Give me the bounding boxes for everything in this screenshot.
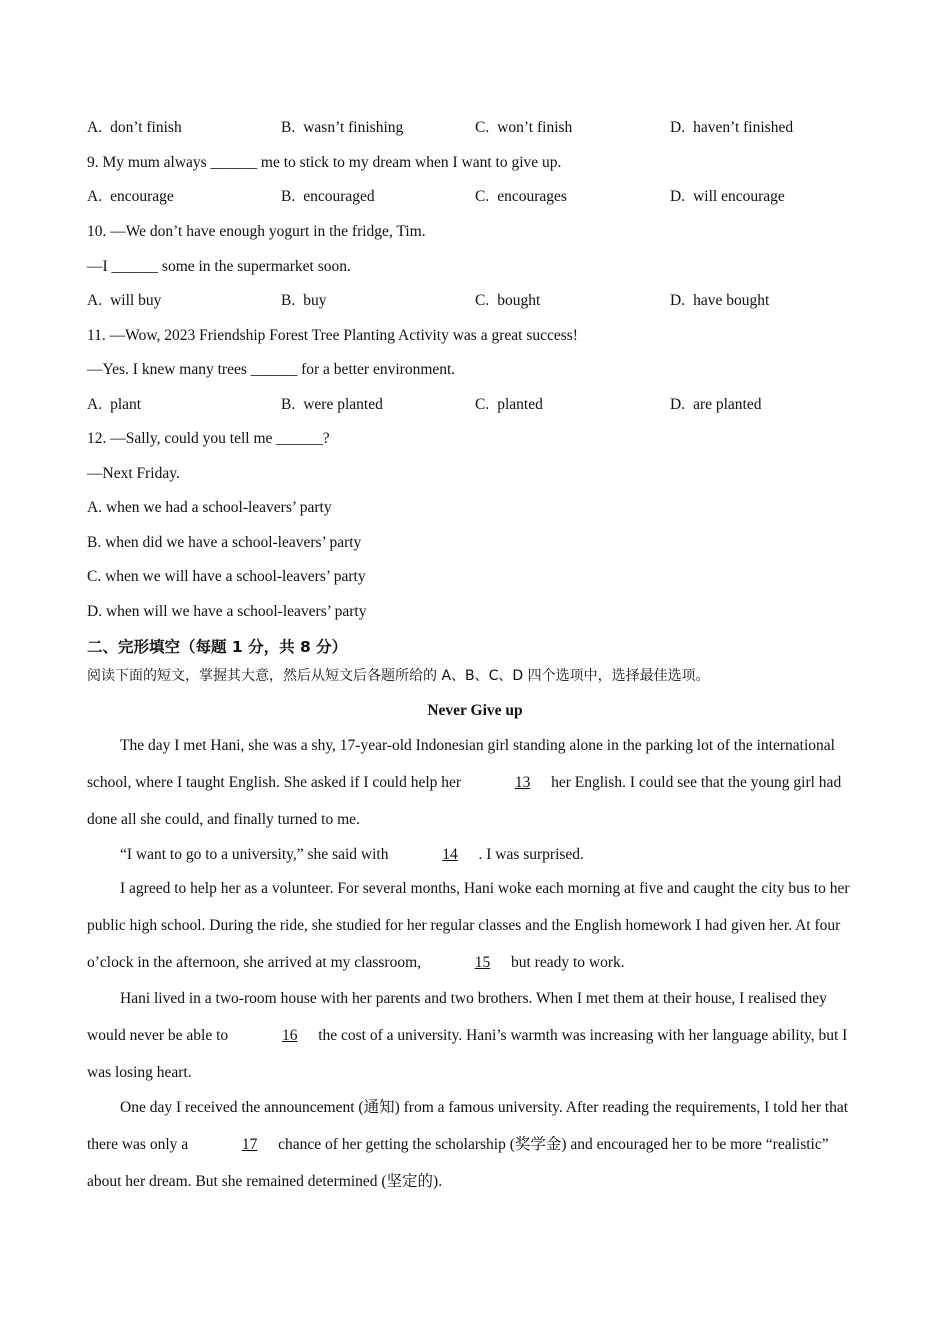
q8-options	[87, 118, 867, 138]
q10-option-a: A. will buy	[87, 292, 162, 309]
q12-option-d: D. when will we have a school-leavers’ party	[87, 603, 367, 620]
passage-paragraph-2: “I want to go to a university,” she said with 14 . I was surprised.	[87, 836, 865, 873]
q10-options	[87, 291, 867, 311]
blank-13[interactable]: 13	[514, 774, 531, 791]
section-instruction: 阅读下面的短文，掌握其大意，然后从短文后各题所给的 A、B、C、D 四个选项中，选择最佳选项。	[87, 668, 710, 684]
q9-option-a: A. encourage	[87, 188, 174, 205]
passage-paragraph-4: Hani lived in a two-room house with her parents and two brothers. When I met them at their house, I realised they would never be able to 16 the cost of a university. Hani’s warmth was increasing with her language ability, but I was losing heart.	[87, 990, 848, 1081]
q11-option-b: B. were planted	[281, 396, 383, 413]
q8-option-b: B. wasn’t finishing	[281, 119, 404, 136]
section-heading: 二、完形填空（每题 1 分，共 8 分）	[87, 638, 348, 656]
passage-title: Never Give up	[427, 702, 523, 719]
q10-option-b: B. buy	[281, 292, 327, 309]
blank-17[interactable]: 17	[241, 1136, 258, 1153]
q10-stem: 10. —We don’t have enough yogurt in the fridge, Tim.	[87, 223, 426, 240]
q9-option-b: B. encouraged	[281, 188, 375, 205]
q8-option-c: C. won’t finish	[475, 119, 573, 136]
q9-option-d: D. will encourage	[670, 188, 785, 205]
q12-option-a: A. when we had a school-leavers’ party	[87, 499, 332, 516]
q9-options	[87, 187, 867, 207]
q11-stem: 11. —Wow, 2023 Friendship Forest Tree Planting Activity was a great success!	[87, 327, 578, 344]
q9-stem: 9. My mum always ______ me to stick to my dream when I want to give up.	[87, 154, 562, 171]
q12-option-c: C. when we will have a school-leavers’ party	[87, 568, 366, 585]
q10-option-c: C. bought	[475, 292, 541, 309]
passage-paragraph-1: The day I met Hani, she was a shy, 17-year-old Indonesian girl standing alone in the parking lot of the international school, where I taught English. She asked if I could help her 13 her English. I could see that the young girl had done all she could, and finally turned to me.	[87, 737, 842, 828]
blank-15[interactable]: 15	[474, 954, 491, 971]
q8-option-d: D. haven’t finished	[670, 119, 794, 136]
passage-paragraph-3: I agreed to help her as a volunteer. For several months, Hani woke each morning at five and caught the city bus to her public high school. During the ride, she studied for her regular classes and the English homework I had given her. At four o’clock in the afternoon, she arrived at my classroom, 15 but ready to work.	[87, 870, 865, 981]
blank-14[interactable]: 14	[442, 846, 458, 863]
q10-option-d: D. have bought	[670, 292, 770, 309]
passage-paragraph-5: One day I received the announcement (通知) from a famous university. After reading the requirements, I told her that there was only a 17 chance of her getting the scholarship (奖学金) and encouraged her to be more “realistic” about her dream. But she remained determined (坚定的).	[87, 1099, 849, 1190]
q12-stem: 12. —Sally, could you tell me ______?	[87, 430, 330, 447]
q12-option-b: B. when did we have a school-leavers’ party	[87, 534, 362, 551]
q11-options	[87, 395, 867, 415]
q11-option-a: A. plant	[87, 396, 142, 413]
q8-option-a: A. don’t finish	[87, 119, 182, 136]
q11-option-c: C. planted	[475, 396, 543, 413]
q10-reply: —I ______ some in the supermarket soon.	[87, 258, 351, 275]
q9-option-c: C. encourages	[475, 188, 567, 205]
q11-option-d: D. are planted	[670, 396, 762, 413]
blank-16[interactable]: 16	[281, 1027, 298, 1044]
q12-reply: —Next Friday.	[87, 465, 180, 482]
q11-reply: —Yes. I knew many trees ______ for a better environment.	[87, 361, 456, 378]
